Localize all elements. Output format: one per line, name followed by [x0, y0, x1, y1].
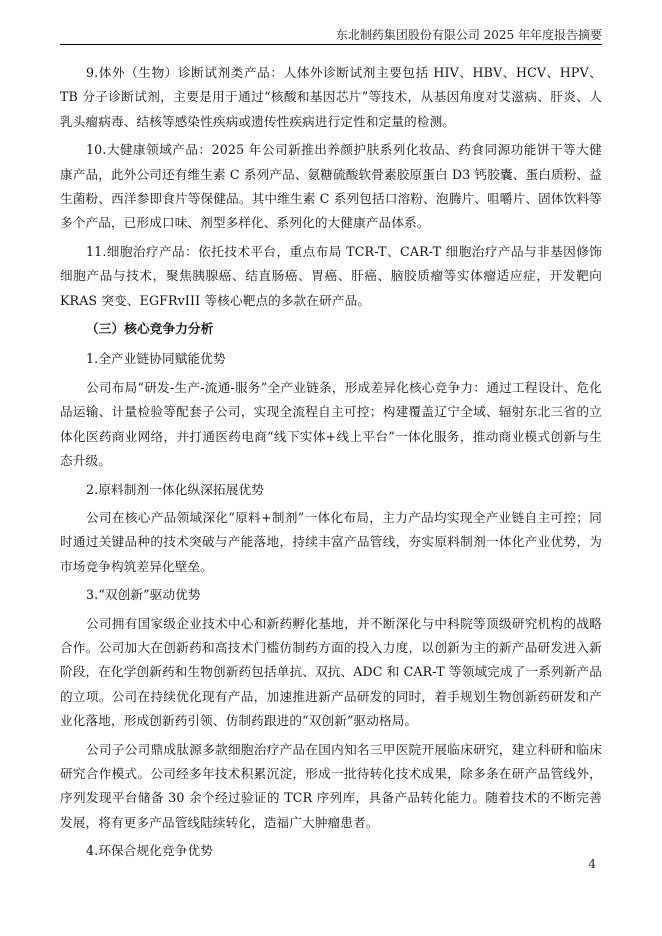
subheading-api-formulation: 2.原料制剂一体化纵深拓展优势 [86, 481, 264, 497]
header-title: 东北制药集团股份有限公司 2025 年年度报告摘要 [335, 28, 602, 42]
paragraph-health-products: 10.大健康领域产品：2025 年公司新推出养颜护肤系列化妆品、药食同源功能饼干等大健康产品，此外公司还有维生素 C 系列产品、氨糖硫酸软骨素胶原蛋白 D3 钙胶囊、蛋白质粉、益生菌粉、西洋参即食片等保健品。其中维生素 C 系列包括口溶粉、泡腾片、咀嚼片、固体饮料等多个产品，已形成口味、剂型多样化、系列化的大健康产品体系。 [60, 142, 602, 231]
paragraph-subsidiary-research: 公司子公司鼎成肽源多款细胞治疗产品在国内知名三甲医院开展临床研究，建立科研和临床研究合作模式。公司经多年技术积累沉淀，形成一批待转化技术成果，除多条在研产品管线外，序列发现平台储备 30 余个经过验证的 TCR 序列库，具备产品转化能力。随着技术的不断完善发展，将有更多产品管线陆续转化，造福广大肿瘤患者。 [60, 741, 602, 830]
subheading-dual-innovation: 3.“双创新”驱动优势 [86, 587, 201, 603]
paragraph-dual-innovation: 公司拥有国家级企业技术中心和新药孵化基地，并不断深化与中科院等顶级研究机构的战略合作。公司加大在创新药和高技术门槛仿制药方面的投入力度，以创新为主的新产品研发进入新阶段，在化学创新药和生物创新药包括单抗、双抗、ADC 和 CAR-T 等领域完成了一系列新产品的立项。公司在持续优化现有产品，加速推进新产品研发的同时，着手规划生物创新药研发和产业化落地，形成创新药引领、仿制药跟进的“双创新”驱动格局。 [60, 615, 602, 729]
paragraph-diagnostic-reagents: 9.体外（生物）诊断试剂类产品：人体外诊断试剂主要包括 HIV、HBV、HCV、HPV、TB 分子诊断试剂，主要是用于通过“核酸和基因芯片”等技术，从基因角度对艾滋病、肝炎、人乳头瘤病毒、结核等感染性疾病或遗传性疾病进行定性和定量的检测。 [60, 65, 602, 129]
document-body [60, 61, 602, 868]
subheading-industry-chain: 1.全产业链协同赋能优势 [86, 351, 226, 367]
paragraph-api-formulation: 公司在核心产品领域深化“原料+制剂”一体化布局，主力产品均实现全产业链自主可控；同时通过关键品种的技术突破与产能落地，持续丰富产品管线，夯实原料制剂一体化产业优势，为市场竞争构筑差异化壁垒。 [60, 509, 602, 574]
running-header [60, 26, 602, 45]
paragraph-industry-chain: 公司布局“研发-生产-流通-服务”全产业链条，形成差异化核心竞争力：通过工程设计、危化品运输、计量检验等配套子公司，实现全流程自主可控；构建覆盖辽宁全域、辐射东北三省的立体化医药商业网络，并打通医药电商“线下实体+线上平台”一体化服务，推动商业模式创新与生态升级。 [60, 379, 602, 469]
page-number: 4 [588, 857, 596, 871]
paragraph-cell-therapy: 11.细胞治疗产品：依托技术平台，重点布局 TCR-T、CAR-T 细胞治疗产品与非基因修饰细胞产品与技术，聚焦胰腺癌、结直肠癌、胃癌、肝癌、脑胶质瘤等实体瘤适应症，开发靶向 KRAS 突变、EGFRvIII 等核心靶点的多款在研产品。 [60, 243, 602, 308]
subheading-environmental-compliance: 4.环保合规化竞争优势 [86, 843, 214, 859]
section-heading-core-competitiveness: （三）核心竞争力分析 [86, 321, 214, 337]
